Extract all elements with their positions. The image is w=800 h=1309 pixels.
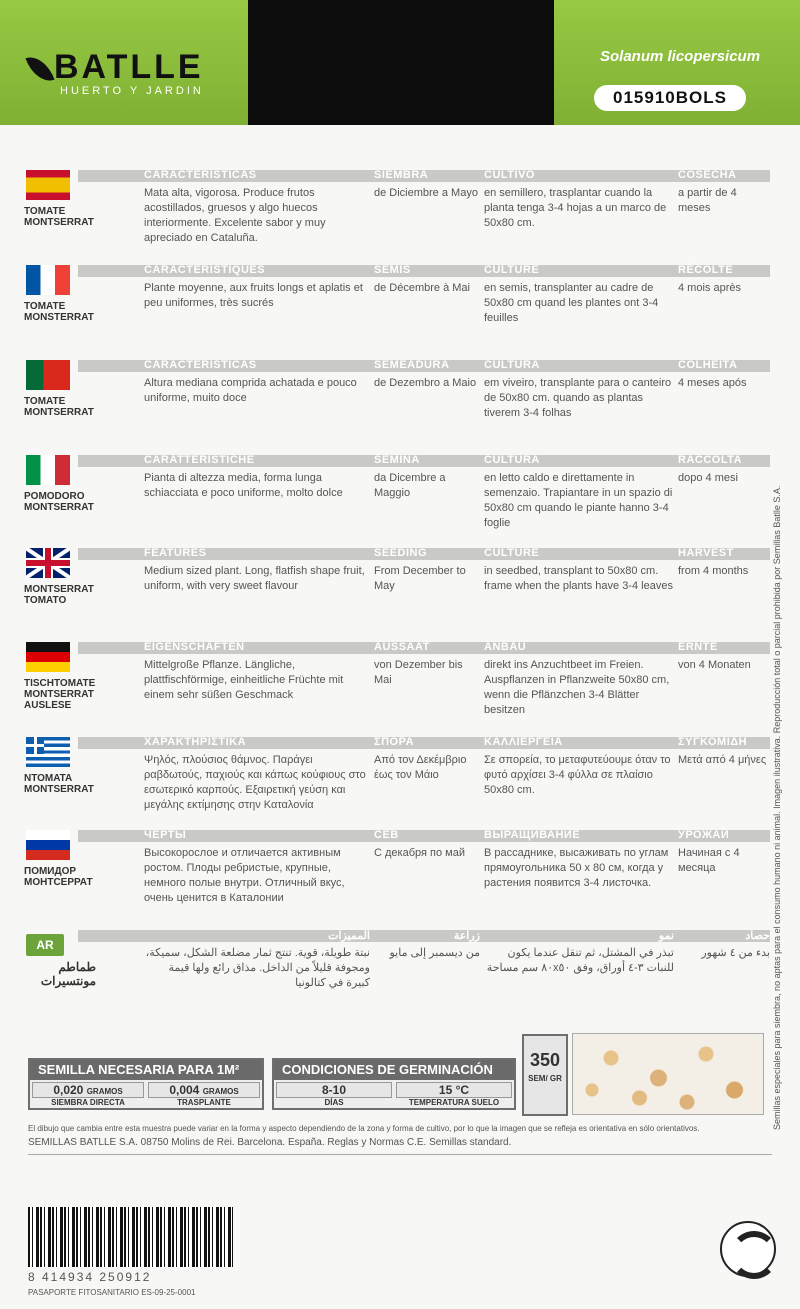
cultivation-text: en semillero, trasplantar cuando la planta tenga 3-4 hojas a un marco de 50x80 cm. bbox=[484, 187, 667, 229]
characteristics-text: Ψηλός, πλούσιος θάμνος. Παράγει ραβδωτούς, παχιούς και κάπως κούφιους στο εσωτερικό καρπούς. Εξαιρετική γεύση και μεγάλης εκτίμησης στην Καταλονία bbox=[144, 754, 366, 811]
temperature-label: TEMPERATURA SUELO bbox=[408, 1098, 500, 1107]
cultivation-heading: ΚΑΛΛΙΕΡΓΕΙΑ bbox=[484, 736, 563, 748]
variety-name: MONTSERRAT TOMATO bbox=[24, 584, 94, 606]
cultivation-text: В рассаднике, высаживать по углам прямоугольника 50 x 80 см, когда у растения появится 3-4 листочка. bbox=[484, 847, 669, 889]
variety-name: ПОМИДОР МОНТСЕРРАТ bbox=[24, 866, 93, 888]
phytosanitary-passport: PASAPORTE FITOSANITARIO ES-09-25-0001 bbox=[28, 1288, 196, 1297]
variety-name: TOMATE MONTSERRAT bbox=[24, 206, 94, 228]
cultivation-text: تبذر في المشتل، ثم تنقل عندما يكون للنبات ٣-٤ أوراق، وفق ٨٠x٥٠ سم مساحة bbox=[486, 947, 674, 974]
characteristics-text: نبتة طويلة، قوية. تنتج ثمار مضلعة الشكل، سميكة، ومجوفة قليلاً من الداخل. مذاق رائع ولها قيمة كبيرة في كتالونيا bbox=[145, 947, 370, 989]
harvest-heading: COSECHA bbox=[678, 169, 737, 181]
sowing-text: С декабря по май bbox=[374, 847, 465, 859]
characteristics-heading: EIGENSCHAFTEN bbox=[144, 641, 245, 653]
germination-conditions-title: CONDICIONES DE GERMINACIÓN bbox=[274, 1060, 514, 1080]
sowing-text: da Dicembre a Maggio bbox=[374, 472, 446, 499]
harvest-heading: حصاد bbox=[745, 930, 770, 942]
variety-name: TOMATE MONTSERRAT bbox=[24, 396, 94, 418]
cultivation-heading: CULTURE bbox=[484, 264, 540, 276]
flag-uk-icon bbox=[26, 548, 70, 578]
characteristics-text: Plante moyenne, aux fruits longs et aplatis et peu uniformes, très sucrés bbox=[144, 282, 363, 309]
transplant-grams: 0,004 GRAMOS bbox=[148, 1082, 260, 1098]
sowing-text: de Dezembro a Maio bbox=[374, 377, 477, 389]
characteristics-text: Mata alta, vigorosa. Produce frutos acostillados, gruesos y algo huecos interiormente. Excelente sabor y muy apreciado en Cataluña. bbox=[144, 187, 326, 244]
characteristics-heading: CARACTERISTICAS bbox=[144, 169, 257, 181]
flag-pt-icon bbox=[26, 360, 70, 390]
characteristics-heading: ЧЕРТЫ bbox=[144, 829, 187, 841]
flag-ru-icon bbox=[26, 830, 70, 860]
footer-divider bbox=[28, 1154, 772, 1155]
sowing-text: من ديسمبر إلى مايو bbox=[389, 947, 480, 959]
cultivation-text: Σε σπορεία, το μεταφυτεύουμε όταν το φυτό αρχίσει 3-4 φύλλα σε πλαίσιο 50x80 cm. bbox=[484, 754, 671, 796]
footer-company: SEMILLAS BATLLE S.A. 08750 Molins de Rei. Barcelona. España. Reglas y Normas C.E. Semillas standard. bbox=[28, 1137, 512, 1148]
sowing-text: de Décembre à Mai bbox=[374, 282, 470, 294]
flag-de-icon bbox=[26, 642, 70, 672]
germination-days: 8-10 bbox=[276, 1082, 392, 1098]
characteristics-text: Altura mediana comprida achatada e pouco uniforme, muito doce bbox=[144, 377, 357, 404]
cultivation-text: en letto caldo e direttamente in semenzaio. Trapiantare in un spazio di 50x80 cm quando le piante hanno 3-4 foglie bbox=[484, 472, 673, 529]
cultivation-text: en semis, transplanter au cadre de 50x80 cm quand les plantes ont 3-4 feuilles bbox=[484, 282, 659, 324]
direct-seeding-grams: 0,020 GRAMOS bbox=[32, 1082, 144, 1098]
days-label: DÍAS bbox=[324, 1098, 344, 1107]
harvest-text: بدء من ٤ شهور bbox=[701, 947, 770, 959]
cultivation-heading: ANBAU bbox=[484, 641, 527, 653]
flag-es-icon bbox=[26, 170, 70, 200]
characteristics-heading: CARATTERISTICHE bbox=[144, 454, 255, 466]
sowing-text: de Diciembre a Mayo bbox=[374, 187, 478, 199]
harvest-heading: RACCOLTA bbox=[678, 454, 743, 466]
sowing-text: von Dezember bis Mai bbox=[374, 659, 463, 686]
germination-conditions-box bbox=[272, 1058, 516, 1110]
seed-quantity-box bbox=[28, 1058, 264, 1110]
sowing-heading: AUSSAAT bbox=[374, 641, 430, 653]
recycle-icon bbox=[720, 1221, 776, 1277]
harvest-text: Начиная с 4 месяца bbox=[678, 847, 740, 874]
cultivation-heading: ВЫРАЩИВАНИЕ bbox=[484, 829, 581, 841]
cultivation-text: in seedbed, transplant to 50x80 cm. frame when the plants have 3-4 leaves bbox=[484, 565, 673, 592]
brand-tagline: HUERTO Y JARDIN bbox=[60, 85, 204, 97]
harvest-heading: ERNTE bbox=[678, 641, 718, 653]
harvest-text: Μετά από 4 μήνες bbox=[678, 754, 767, 766]
cultivation-heading: CULTIVO bbox=[484, 169, 535, 181]
cultivation-heading: CULTURA bbox=[484, 359, 540, 371]
characteristics-heading: CARACTERISTICAS bbox=[144, 359, 257, 371]
sowing-heading: СЕВ bbox=[374, 829, 399, 841]
brand-logo bbox=[30, 48, 204, 97]
harvest-heading: COLHEITA bbox=[678, 359, 738, 371]
variety-name: TOMATE MONSTERRAT bbox=[24, 301, 94, 323]
characteristics-heading: FEATURES bbox=[144, 547, 207, 559]
transplant-label: TRASPLANTE bbox=[177, 1098, 231, 1107]
seeds-per-gram-value: 350 bbox=[529, 1050, 561, 1070]
sowing-heading: زراعة bbox=[453, 930, 480, 942]
characteristics-heading: CARACTERISTIQUES bbox=[144, 264, 266, 276]
seeds-per-gram-unit: SEM/ GR bbox=[528, 1074, 562, 1083]
cultivation-heading: CULTURA bbox=[484, 454, 540, 466]
header-image-area bbox=[248, 0, 554, 125]
sowing-heading: SEMINA bbox=[374, 454, 420, 466]
direct-seeding-label: SIEMBRA DIRECTA bbox=[51, 1098, 125, 1107]
harvest-text: a partir de 4 meses bbox=[678, 187, 737, 214]
sowing-heading: SIEMBRA bbox=[374, 169, 429, 181]
characteristics-text: Mittelgroße Pflanze. Längliche, plattfischförmige, einheitliche Früchte mit einem sehr süßen Geschmack bbox=[144, 659, 344, 701]
harvest-text: 4 mois après bbox=[678, 282, 741, 294]
sowing-text: From December to May bbox=[374, 565, 466, 592]
flag-gr-icon bbox=[26, 737, 70, 767]
species-name: Solanum licopersicum bbox=[600, 48, 761, 65]
characteristics-text: Высокорослое и отличается активным ростом. Плоды ребристые, крупные, немного полые внутри. Отличный вкус, очень ценится в Каталонии bbox=[144, 847, 345, 904]
characteristics-text: Medium sized plant. Long, flatfish shape fruit, uniform, with very sweet flavour bbox=[144, 565, 365, 592]
variety-name: TISCHTOMATE MONTSERRAT AUSLESE bbox=[24, 678, 96, 711]
cultivation-text: em viveiro, transplante para o canteiro de 50x80 cm. quando as plantas tiverem 3-4 folhas bbox=[484, 377, 672, 419]
cultivation-text: direkt ins Anzuchtbeet im Freien. Auspflanzen in Pflanzweite 50x80 cm, wenn die Pflänzchen 3-4 Blätter besitzen bbox=[484, 659, 670, 716]
side-legal-text: Semillas especiales para siembra, no aptas para el consumo humano ni animal. Imagen ilustrativa. Reproducción total o parcial prohibida por Semillas Batlle S.A. bbox=[772, 485, 782, 1130]
harvest-text: von 4 Monaten bbox=[678, 659, 751, 671]
sowing-heading: ΣΠΟΡΑ bbox=[374, 736, 415, 748]
seeds-per-gram-box bbox=[522, 1034, 568, 1116]
harvest-heading: УРОЖАЙ bbox=[678, 829, 730, 841]
sowing-text: Από τον Δεκέμβριο έως τον Μάιο bbox=[374, 754, 467, 781]
soil-temperature: 15 °C bbox=[396, 1082, 512, 1098]
harvest-heading: ΣΥΓΚΟΜΙΔΗ bbox=[678, 736, 748, 748]
flag-fr-icon bbox=[26, 265, 70, 295]
cultivation-heading: CULTURE bbox=[484, 547, 540, 559]
barcode-number: 8 414934 250912 bbox=[28, 1270, 152, 1284]
sowing-heading: SEMIS bbox=[374, 264, 411, 276]
flag-it-icon bbox=[26, 455, 70, 485]
variety-name: POMODORO MONTSERRAT bbox=[24, 491, 94, 513]
header bbox=[0, 0, 800, 125]
sowing-heading: SEMEADURA bbox=[374, 359, 450, 371]
harvest-text: from 4 months bbox=[678, 565, 749, 577]
ar-language-badge: AR bbox=[26, 934, 64, 956]
variety-name: طماطم مونتسيرات bbox=[40, 960, 96, 988]
harvest-text: 4 meses após bbox=[678, 377, 747, 389]
seeds-photo bbox=[572, 1033, 764, 1115]
harvest-heading: RÉCOLTE bbox=[678, 264, 734, 276]
seed-quantity-title: SEMILLA NECESARIA PARA 1M² bbox=[30, 1060, 262, 1080]
footer-note: El dibujo que cambia entre esta muestra puede variar en la forma y aspecto dependiendo de la zona y forma de cultivo, por lo que la imagen que se refleja es orientativa en sólo orientativos. bbox=[28, 1124, 700, 1133]
harvest-heading: HARVEST bbox=[678, 547, 734, 559]
harvest-text: dopo 4 mesi bbox=[678, 472, 738, 484]
variety-name: ΝΤΟΜΑΤΑ MONTSERRAT bbox=[24, 773, 94, 795]
characteristics-heading: ΧΑΡΑΚΤΗΡΙΣΤΙΚΑ bbox=[144, 736, 247, 748]
barcode bbox=[28, 1207, 233, 1267]
characteristics-text: Pianta di altezza media, forma lunga schiacciata e poco uniforme, molto dolce bbox=[144, 472, 343, 499]
cultivation-heading: نمو bbox=[658, 930, 674, 942]
sowing-heading: SEEDING bbox=[374, 547, 428, 559]
brand-name: BATLLE bbox=[54, 48, 204, 86]
characteristics-heading: المميزات bbox=[328, 930, 370, 942]
product-code: 015910BOLS bbox=[594, 85, 746, 111]
